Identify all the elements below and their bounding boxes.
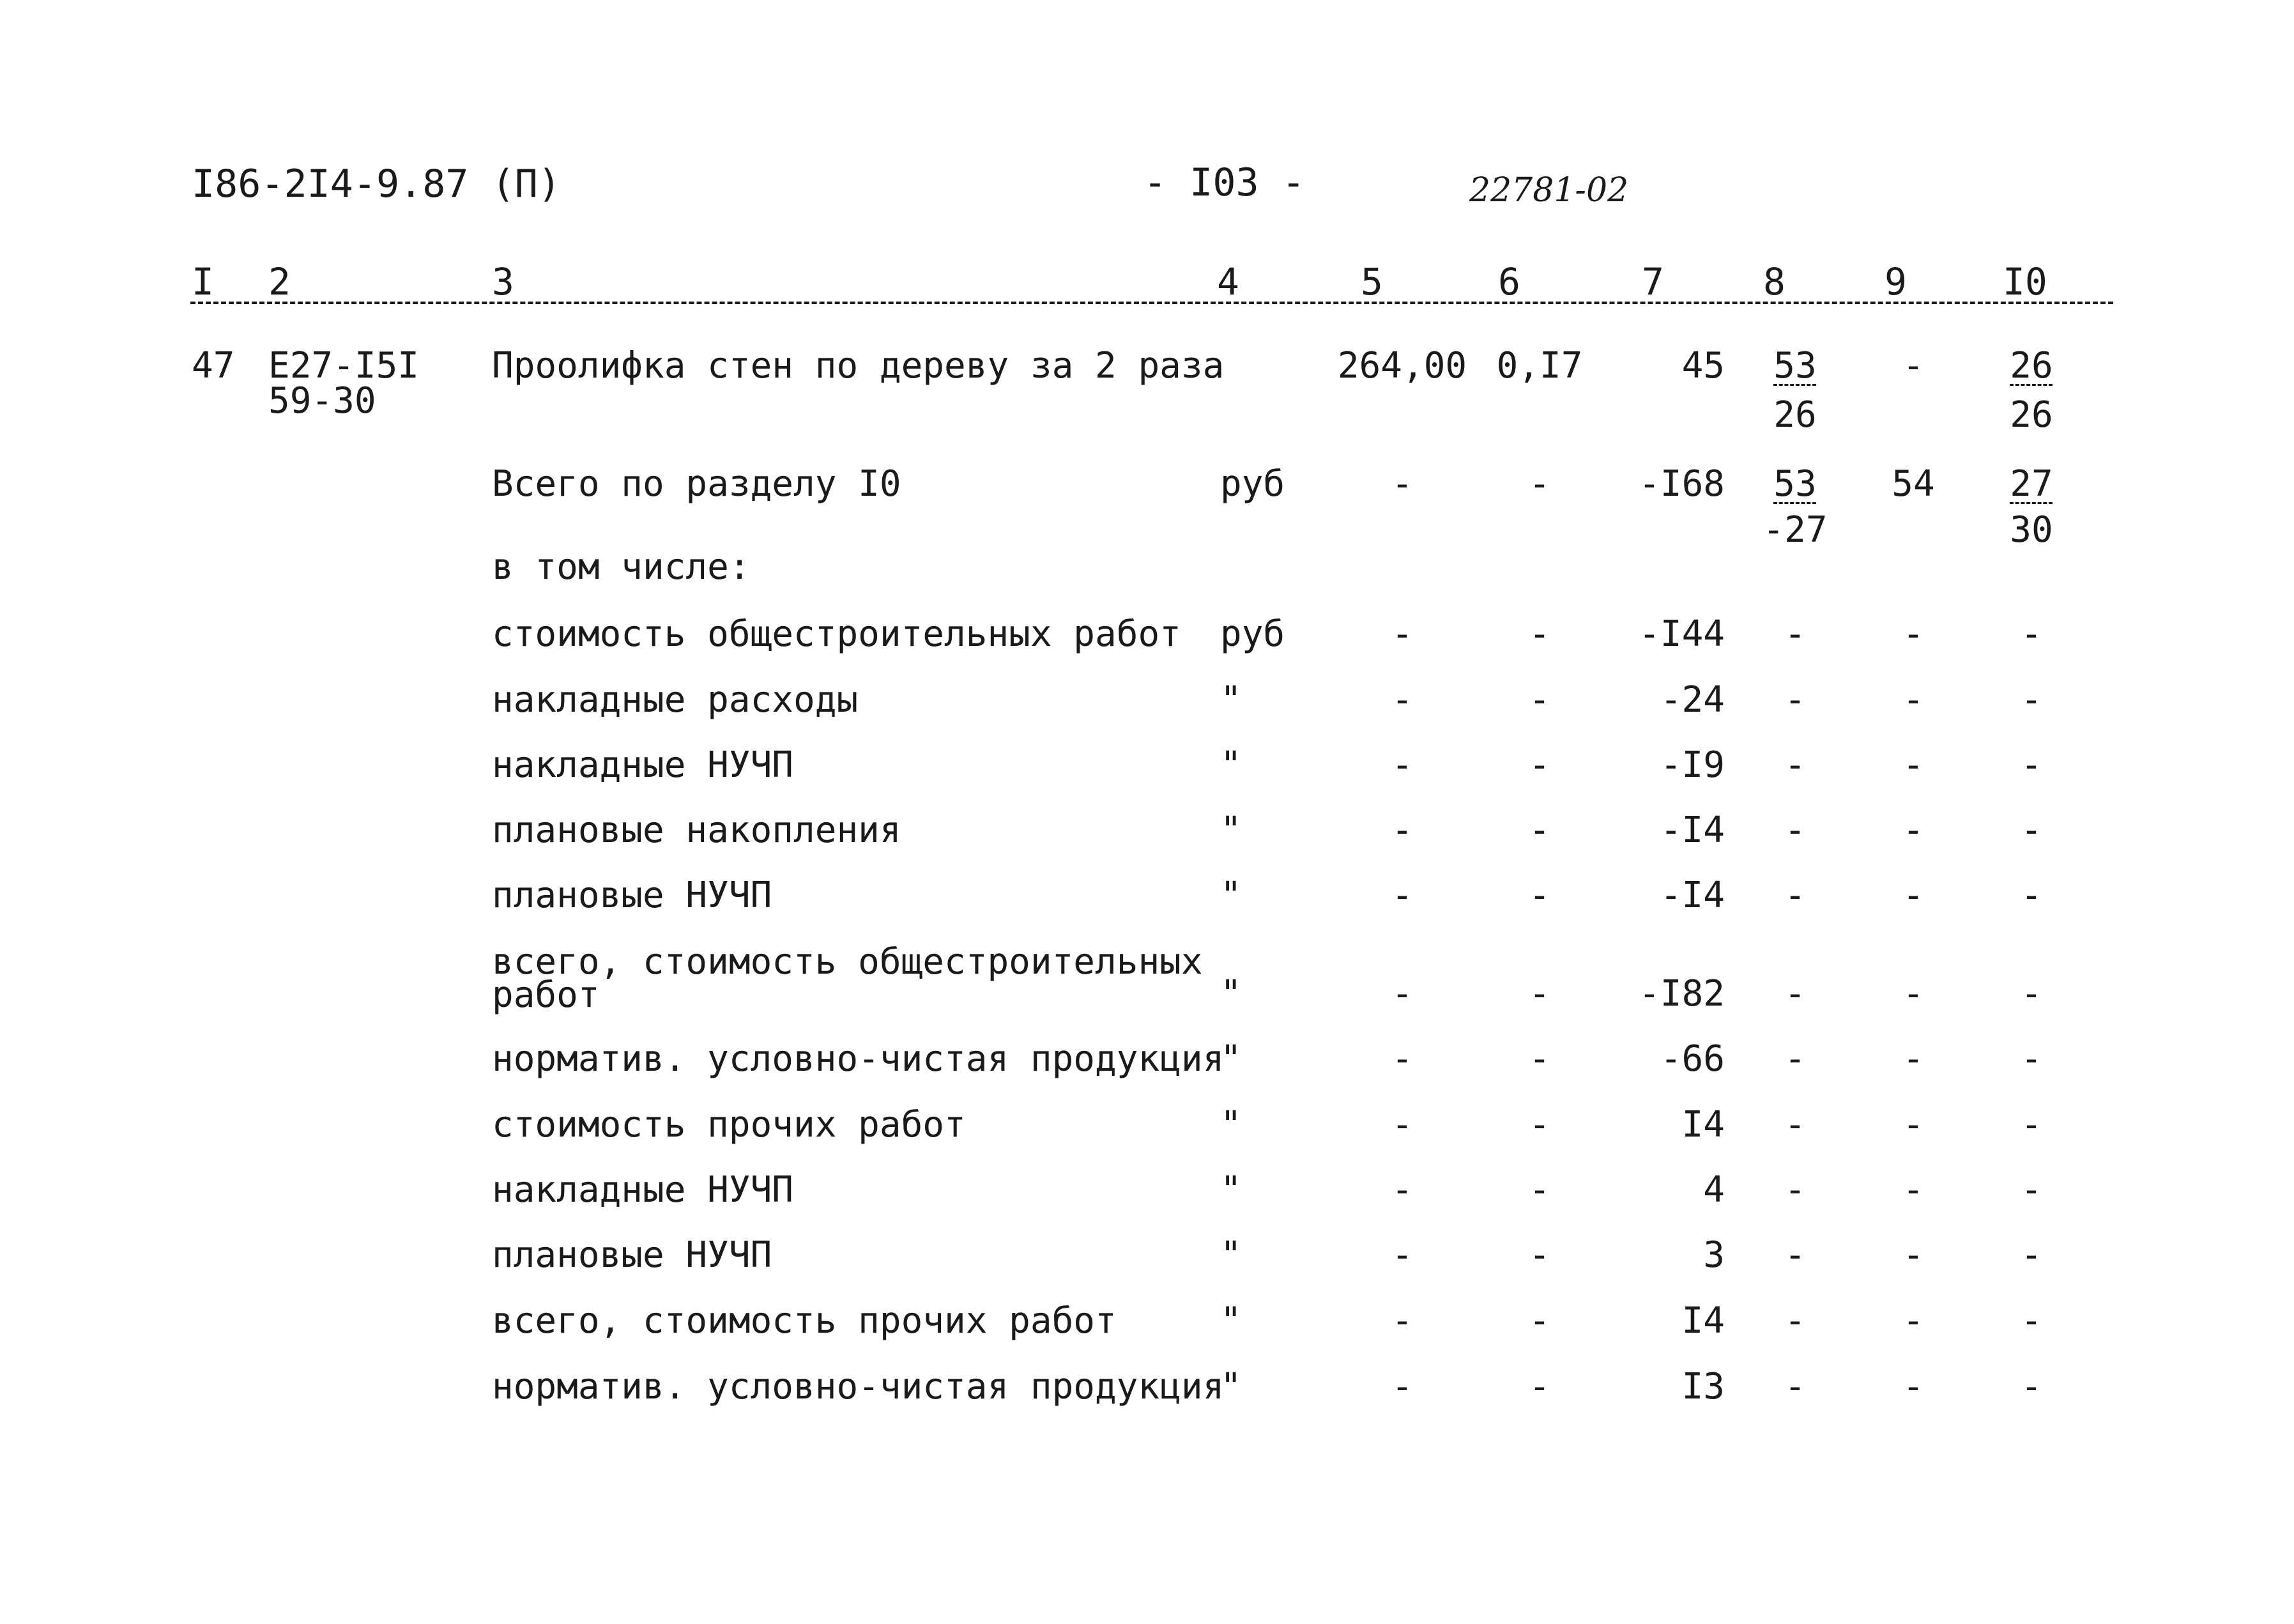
row-description: норматив. условно-чистая продукция	[492, 1366, 1225, 1407]
row-col8: -	[1784, 1300, 1806, 1342]
row-description: норматив. условно-чистая продукция	[492, 1038, 1225, 1080]
row-description: всего, стоимость прочих работ	[492, 1300, 1117, 1342]
total-col5: -	[1391, 463, 1413, 505]
item-col8-bottom: 26	[1773, 394, 1817, 436]
row-col5: -	[1391, 973, 1413, 1015]
row-col10: -	[2021, 1234, 2042, 1276]
row-col5: -	[1391, 613, 1413, 655]
column-number-9: 9	[1885, 260, 1907, 303]
row-col8: -	[1784, 1366, 1806, 1407]
row-unit: руб	[1220, 613, 1285, 655]
row-col5: -	[1391, 744, 1413, 786]
row-col6: -	[1529, 1038, 1550, 1080]
column-number-5: 5	[1361, 260, 1383, 303]
row-unit: "	[1220, 1366, 1242, 1407]
column-number-8: 8	[1763, 260, 1785, 303]
row-description: всего, стоимость общестроительных	[492, 941, 1203, 983]
row-col8: -	[1784, 679, 1806, 721]
row-unit: "	[1220, 1169, 1242, 1211]
row-col10: -	[2021, 1366, 2042, 1407]
total-col8-top: 53	[1773, 463, 1817, 505]
row-col7: -I9	[1660, 744, 1725, 786]
row-col7: I3	[1681, 1366, 1725, 1407]
row-col9: -	[1902, 1104, 1924, 1145]
total-unit: руб	[1220, 463, 1285, 505]
row-unit: "	[1220, 744, 1242, 786]
row-col7: I4	[1681, 1104, 1725, 1145]
item-col6: 0,I7	[1496, 345, 1583, 387]
row-col7: -I44	[1639, 613, 1725, 655]
row-col6: -	[1529, 1366, 1550, 1407]
row-col10: -	[2021, 1169, 2042, 1211]
row-description: накладные НУЧП	[492, 1169, 794, 1211]
total-col7: -I68	[1639, 463, 1725, 505]
column-number-10: I0	[2003, 260, 2047, 303]
row-unit: "	[1220, 875, 1242, 916]
including-label: в том числе:	[492, 546, 751, 588]
row-col8: -	[1784, 1169, 1806, 1211]
row-col9: -	[1902, 613, 1924, 655]
row-col6: -	[1529, 613, 1550, 655]
row-col10: -	[2021, 679, 2042, 721]
row-col9: -	[1902, 1366, 1924, 1407]
row-unit: "	[1220, 1234, 1242, 1276]
row-col8: -	[1784, 1104, 1806, 1145]
row-col6: -	[1529, 875, 1550, 916]
row-unit: "	[1220, 1300, 1242, 1342]
row-col6: -	[1529, 1169, 1550, 1211]
total-col9: 54	[1892, 463, 1935, 505]
row-col5: -	[1391, 875, 1413, 916]
row-col9: -	[1902, 875, 1924, 916]
item-col5: 264,00	[1337, 345, 1467, 387]
row-col8: -	[1784, 809, 1806, 851]
row-description: плановые накопления	[492, 809, 901, 851]
item-code: Е27-I5I	[268, 345, 420, 387]
column-number-4: 4	[1217, 260, 1239, 303]
column-number-7: 7	[1642, 260, 1664, 303]
page-number: - I03 -	[1143, 160, 1305, 205]
row-col10: -	[2021, 809, 2042, 851]
item-number: 47	[192, 345, 235, 387]
row-col7: I4	[1681, 1300, 1725, 1342]
total-description: Всего по разделу I0	[492, 463, 901, 505]
row-col10: -	[2021, 1038, 2042, 1080]
column-number-6: 6	[1498, 260, 1520, 303]
handwritten-reference: 22781-02	[1469, 171, 1629, 210]
row-col7: -I4	[1660, 809, 1725, 851]
row-col9: -	[1902, 1300, 1924, 1342]
row-col8: -	[1784, 1234, 1806, 1276]
row-col10: -	[2021, 1104, 2042, 1145]
document-code: I86-2I4-9.87 (П)	[192, 162, 561, 206]
row-col6: -	[1529, 679, 1550, 721]
row-description: стоимость прочих работ	[492, 1104, 966, 1145]
row-col7: -66	[1660, 1038, 1725, 1080]
row-col9: -	[1902, 1169, 1924, 1211]
row-col5: -	[1391, 809, 1413, 851]
row-description: накладные НУЧП	[492, 744, 794, 786]
row-unit: "	[1220, 1104, 1242, 1145]
row-col9: -	[1902, 1038, 1924, 1080]
item-code-secondary: 59-30	[268, 380, 376, 422]
row-description: плановые НУЧП	[492, 875, 772, 916]
row-col5: -	[1391, 1104, 1413, 1145]
row-unit: "	[1220, 973, 1242, 1015]
column-number-3: 3	[492, 260, 514, 303]
row-col10: -	[2021, 973, 2042, 1015]
row-col7: -I82	[1639, 973, 1725, 1015]
total-col10-bottom: 30	[2010, 509, 2053, 551]
row-unit: "	[1220, 809, 1242, 851]
item-col7: 45	[1681, 345, 1725, 387]
row-unit: "	[1220, 1038, 1242, 1080]
header-rule	[190, 302, 2113, 304]
row-col10: -	[2021, 744, 2042, 786]
row-unit: "	[1220, 679, 1242, 721]
row-description-continued: работ	[492, 974, 600, 1016]
row-col6: -	[1529, 973, 1550, 1015]
row-col6: -	[1529, 744, 1550, 786]
column-number-1: I	[192, 260, 214, 303]
row-col7: 4	[1703, 1169, 1725, 1211]
row-col10: -	[2021, 1300, 2042, 1342]
row-description: плановые НУЧП	[492, 1234, 772, 1276]
row-col8: -	[1784, 875, 1806, 916]
item-col10-bottom: 26	[2010, 394, 2053, 436]
total-col8-bottom: -27	[1763, 509, 1828, 551]
row-col10: -	[2021, 613, 2042, 655]
row-col9: -	[1902, 679, 1924, 721]
row-col8: -	[1784, 973, 1806, 1015]
row-col7: -24	[1660, 679, 1725, 721]
row-col6: -	[1529, 1104, 1550, 1145]
item-col9: -	[1902, 345, 1924, 387]
row-col5: -	[1391, 1234, 1413, 1276]
row-col5: -	[1391, 1300, 1413, 1342]
total-col6: -	[1529, 463, 1550, 505]
row-col9: -	[1902, 744, 1924, 786]
row-col7: 3	[1703, 1234, 1725, 1276]
row-col8: -	[1784, 613, 1806, 655]
item-description: Проолифка стен по дереву за 2 раза	[492, 345, 1225, 387]
row-col5: -	[1391, 1038, 1413, 1080]
row-col5: -	[1391, 1169, 1413, 1211]
item-col8-top: 53	[1773, 345, 1817, 387]
row-description: стоимость общестроительных работ	[492, 613, 1181, 655]
row-col8: -	[1784, 1038, 1806, 1080]
row-col5: -	[1391, 1366, 1413, 1407]
row-col10: -	[2021, 875, 2042, 916]
row-description: накладные расходы	[492, 679, 859, 721]
row-col7: -I4	[1660, 875, 1725, 916]
row-col9: -	[1902, 973, 1924, 1015]
column-number-2: 2	[268, 260, 291, 303]
row-col5: -	[1391, 679, 1413, 721]
row-col6: -	[1529, 1234, 1550, 1276]
row-col8: -	[1784, 744, 1806, 786]
row-col9: -	[1902, 809, 1924, 851]
total-col10-top: 27	[2010, 463, 2053, 505]
item-col10-top: 26	[2010, 345, 2053, 387]
row-col6: -	[1529, 1300, 1550, 1342]
row-col6: -	[1529, 809, 1550, 851]
row-col9: -	[1902, 1234, 1924, 1276]
